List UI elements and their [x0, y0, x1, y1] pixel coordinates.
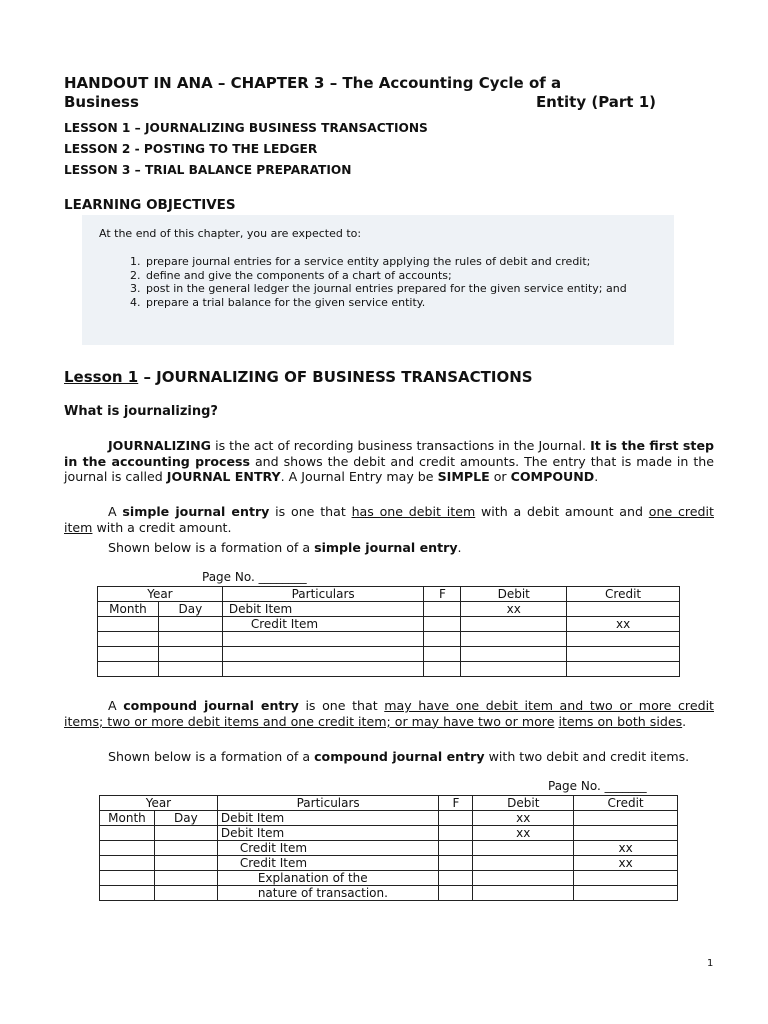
table-cell	[100, 871, 155, 886]
table-cell	[574, 826, 678, 841]
cell-credit-item: Credit Item	[217, 841, 439, 856]
table-row	[100, 856, 678, 871]
col-header-particulars: Particulars	[222, 587, 424, 602]
objective-item: 4. prepare a trial balance for the given service entity.	[144, 296, 664, 310]
objectives-box	[82, 215, 674, 345]
cell-credit-amount: xx	[574, 841, 678, 856]
cell-debit-item: Debit Item	[217, 811, 439, 826]
page-number: 1	[707, 958, 714, 969]
col-header-debit: Debit	[473, 796, 574, 811]
text-run: is one that	[269, 504, 352, 519]
table-row	[98, 632, 680, 647]
paragraph-compound-intro	[64, 749, 714, 765]
cell-debit-amount: xx	[461, 602, 567, 617]
lesson-item-2: LESSON 2 - POSTING TO THE LEDGER	[64, 142, 318, 156]
table-cell	[424, 647, 461, 662]
table-cell	[222, 662, 424, 677]
objective-item: 1. prepare journal entries for a service entity applying the rules of debit and credit;	[144, 255, 664, 269]
paragraph-simple-intro	[64, 540, 714, 556]
table-cell	[98, 647, 159, 662]
table-cell	[473, 886, 574, 901]
cell-credit-amount: xx	[574, 856, 678, 871]
table-cell	[461, 617, 567, 632]
table-row	[98, 662, 680, 677]
col-header-credit: Credit	[574, 796, 678, 811]
table-cell	[461, 632, 567, 647]
table-cell	[154, 856, 217, 871]
col-header-debit: Debit	[461, 587, 567, 602]
text-run: with a credit amount.	[92, 519, 232, 535]
term-simple-journal-entry: simple journal entry	[314, 540, 458, 555]
title-line-1: HANDOUT IN ANA – CHAPTER 3 – The Accounting Cycle of a	[64, 74, 562, 92]
table-cell	[100, 856, 155, 871]
table-cell	[439, 811, 473, 826]
page-no-label-2: Page No. _______	[548, 779, 647, 793]
table-cell	[567, 647, 680, 662]
col-header-f: F	[424, 587, 461, 602]
compound-entry-table	[99, 795, 678, 901]
table-cell	[461, 662, 567, 677]
table-cell	[439, 826, 473, 841]
page-no-label-1: Page No. ________	[202, 570, 307, 584]
term-journal-entry: JOURNAL ENTRY	[166, 469, 281, 485]
term-compound-journal-entry: compound journal entry	[123, 698, 299, 713]
col-header-day: Day	[154, 811, 217, 826]
objectives-list	[99, 255, 664, 309]
table-cell	[158, 617, 222, 632]
term-compound: COMPOUND	[510, 469, 595, 485]
cell-credit-item: Credit Item	[217, 856, 439, 871]
col-header-year: Year	[100, 796, 218, 811]
term-simple: SIMPLE	[437, 469, 490, 485]
table-row	[98, 617, 680, 632]
col-header-credit: Credit	[567, 587, 680, 602]
lesson1-heading	[64, 368, 533, 386]
text-run: . A Journal Entry may be	[280, 469, 438, 485]
title-line-2-right: Entity (Part 1)	[535, 93, 656, 111]
text-run: Shown below is a formation of a	[108, 540, 315, 555]
table-row	[100, 796, 678, 811]
table-cell	[154, 841, 217, 856]
col-header-month: Month	[100, 811, 155, 826]
term-journalizing: JOURNALIZING	[108, 438, 212, 453]
text-run: or	[489, 469, 511, 485]
table-cell	[439, 841, 473, 856]
table-cell	[154, 871, 217, 886]
text-run: A	[108, 698, 124, 713]
text-run: .	[682, 713, 687, 729]
text-run: is one that	[298, 698, 385, 713]
text-run: with a debit amount and	[475, 504, 649, 519]
table-cell	[473, 871, 574, 886]
text-run: .	[457, 540, 462, 555]
lesson-list	[64, 120, 428, 183]
table-row	[100, 811, 678, 826]
table-cell	[222, 632, 424, 647]
lesson1-title: – JOURNALIZING OF BUSINESS TRANSACTIONS	[138, 368, 533, 386]
table-cell	[473, 856, 574, 871]
table-cell	[574, 811, 678, 826]
cell-debit-amount: xx	[473, 811, 574, 826]
table-cell	[100, 886, 155, 901]
cell-debit-item: Debit Item	[217, 826, 439, 841]
table-cell	[424, 662, 461, 677]
simple-entry-table	[97, 586, 680, 677]
table-row	[100, 826, 678, 841]
table-row	[100, 886, 678, 901]
underline-compound-definition: may have one debit item and two or more credit items; two or more debit items and one credit item; or may have two or more	[64, 698, 714, 729]
underline-both-sides: items on both sides	[558, 713, 683, 729]
table-cell	[158, 632, 222, 647]
cell-debit-amount: xx	[473, 826, 574, 841]
emphasis-first-step: It is the first step in the accounting process	[64, 438, 715, 469]
table-cell	[439, 856, 473, 871]
table-cell	[424, 632, 461, 647]
table-cell	[100, 826, 155, 841]
lesson-item-3: LESSON 3 – TRIAL BALANCE PREPARATION	[64, 163, 352, 177]
text-run: and shows the debit and credit amounts. The entry that is made in the journal is called	[64, 453, 715, 485]
cell-credit-amount: xx	[567, 617, 680, 632]
term-compound-journal-entry: compound journal entry	[314, 749, 485, 764]
cell-explanation-line-1: Explanation of the	[217, 871, 439, 886]
cell-explanation-line-2: nature of transaction.	[217, 886, 439, 901]
table-cell	[100, 841, 155, 856]
paragraph-simple-entry	[64, 504, 714, 535]
paragraph-journalizing	[64, 438, 714, 485]
table-cell	[567, 662, 680, 677]
table-row	[98, 587, 680, 602]
lesson1-label: Lesson 1	[64, 368, 139, 386]
text-run: .	[594, 469, 599, 485]
cell-debit-item: Debit Item	[222, 602, 424, 617]
text-run: is the act of recording business transactions in the Journal.	[211, 438, 591, 453]
table-row	[100, 841, 678, 856]
table-cell	[158, 662, 222, 677]
table-cell	[424, 602, 461, 617]
text-run: A	[108, 504, 123, 519]
table-cell	[473, 841, 574, 856]
table-cell	[574, 886, 678, 901]
table-cell	[461, 647, 567, 662]
table-cell	[98, 662, 159, 677]
table-cell	[98, 632, 159, 647]
table-row	[98, 602, 680, 617]
col-header-particulars: Particulars	[217, 796, 439, 811]
text-run: with two debit and credit items.	[484, 749, 690, 764]
objective-item: 3. post in the general ledger the journal entries prepared for the given service entity; and	[144, 282, 664, 296]
table-cell	[439, 871, 473, 886]
question-heading: What is journalizing?	[64, 404, 218, 419]
table-cell	[98, 617, 159, 632]
col-header-day: Day	[158, 602, 222, 617]
objectives-heading: LEARNING OBJECTIVES	[64, 197, 236, 213]
objective-item: 2. define and give the components of a chart of accounts;	[144, 269, 664, 283]
table-cell	[424, 617, 461, 632]
lesson-item-1: LESSON 1 – JOURNALIZING BUSINESS TRANSACTIONS	[64, 121, 428, 135]
col-header-month: Month	[98, 602, 159, 617]
table-cell	[154, 826, 217, 841]
col-header-year: Year	[98, 587, 223, 602]
title-line-2-left: Business	[64, 93, 139, 111]
table-cell	[439, 886, 473, 901]
table-cell	[158, 647, 222, 662]
table-cell	[567, 632, 680, 647]
table-cell	[574, 871, 678, 886]
title-line-2	[64, 93, 656, 112]
table-cell	[567, 602, 680, 617]
underline-one-debit: has one debit item	[351, 504, 476, 519]
paragraph-compound-entry	[64, 698, 714, 729]
cell-credit-item: Credit Item	[222, 617, 424, 632]
table-cell	[222, 647, 424, 662]
objectives-intro: At the end of this chapter, you are expected to:	[99, 227, 362, 240]
table-cell	[154, 886, 217, 901]
table-row	[98, 647, 680, 662]
table-row	[100, 871, 678, 886]
text-run: Shown below is a formation of a	[108, 749, 315, 764]
underline-one-credit: one credit item	[64, 504, 714, 535]
col-header-f: F	[439, 796, 473, 811]
term-simple-journal-entry: simple journal entry	[122, 504, 270, 519]
handout-title	[64, 74, 664, 112]
